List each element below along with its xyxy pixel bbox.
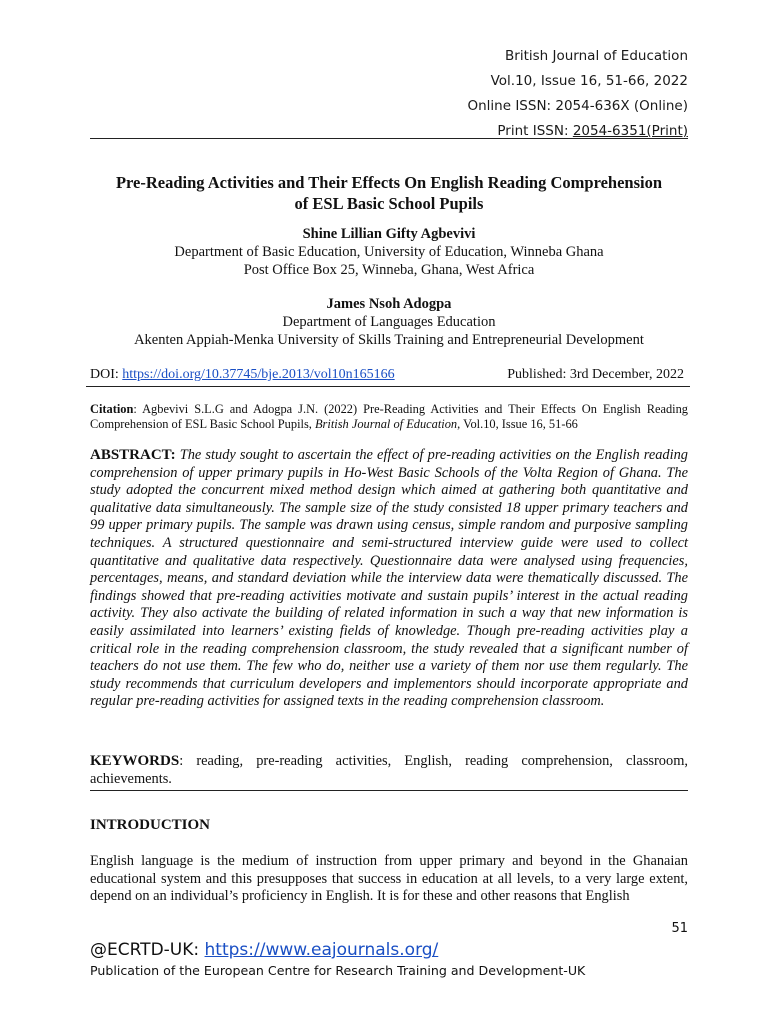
abstract [90, 447, 688, 711]
footer-publication: Publication of the European Centre for Research Training and Development-UK [90, 963, 586, 978]
introduction-paragraph: English language is the medium of instruction from upper primary and beyond in the Ghanaian educational system and this presupposes that success in education at all levels, to a very large extent, depend on an individual’s proficiency in English. It is for these and other reasons that English [90, 853, 688, 904]
author-institution: Akenten Appiah-Menka University of Skills Training and Entrepreneurial Development [134, 332, 644, 348]
doi-label: DOI: [90, 367, 119, 382]
citation [90, 402, 688, 432]
print-issn-value: 2054-6351(Print) [572, 123, 688, 139]
author-name: James Nsoh Adogpa [326, 296, 452, 312]
author-affiliation: Department of Basic Education, University of Education, Winneba Ghana [174, 244, 604, 260]
doi-rule [86, 386, 690, 387]
keywords [90, 752, 688, 788]
abstract-text: The study sought to ascertain the effect of pre-reading activities on the English reading comprehension of upper primary pupils in Ho-West Basic Schools of the Volta Region of Ghana. The study adopted the concurrent mixed method design which aimed at gathering both quantitative and qualitative data simultaneously. The sample size of the study consisted 18 upper primary teachers and 99 upper primary pupils. The sample was drawn using census, simple random and purposive sampling techniques. A structured questionnaire and semi-structured interview guide were used to collect quantitative and qualitative data respectively. Questionnaire data were analysed using frequencies, percentages, means, and standard deviation while the interview data were thematically discussed. The findings showed that pre-reading activities motivate and sustain pupils’ interest in the actual reading activity. They also activate the building of related information in such a way that new information is easily assimilated into learners’ existing fields of knowledge. Though pre-reading activities play a critical role in the reading comprehension classroom, the study revealed that a significant number of teachers do not use them. The few who do, neither use a variety of them nor use them regularly. The study recommends that curriculum developers and implementors should incorporate appropriate and regular pre-reading activities for assigned texts in the reading comprehension classroom. [90, 447, 688, 710]
page-number: 51 [671, 921, 688, 936]
footer-org [90, 940, 438, 960]
citation-volume: , Vol.10, Issue 16, 51-66 [457, 417, 578, 431]
abstract-label: ABSTRACT: [90, 447, 176, 463]
footer-url-link[interactable]: https://www.eajournals.org/ [204, 940, 439, 960]
keywords-text: : reading, pre-reading activities, English, reading comprehension, classroom, achievements. [90, 753, 688, 787]
keywords-label: KEYWORDS [90, 753, 180, 769]
title-line-1: Pre-Reading Activities and Their Effects On English Reading Comprehension [115, 173, 663, 192]
author-block-2 [90, 295, 688, 349]
paper-title [90, 172, 688, 214]
doi-link[interactable]: https://doi.org/10.37745/bje.2013/vol10n165166 [122, 367, 395, 382]
doi-row [90, 366, 688, 384]
author-block-1 [90, 225, 688, 279]
keywords-rule [90, 790, 688, 791]
journal-header [467, 44, 688, 144]
citation-label: Citation [90, 402, 134, 416]
title-line-2: of ESL Basic School Pupils [294, 194, 484, 213]
author-name: Shine Lillian Gifty Agbevivi [302, 226, 476, 242]
author-affiliation: Department of Languages Education [282, 314, 496, 330]
citation-journal: British Journal of Education [314, 417, 458, 431]
section-heading-introduction: INTRODUCTION [90, 817, 211, 833]
print-issn [467, 119, 688, 144]
online-issn: Online ISSN: 2054-636X (Online) [467, 98, 688, 114]
print-issn-label: Print ISSN: [497, 123, 569, 139]
author-address: Post Office Box 25, Winneba, Ghana, West Africa [243, 262, 535, 278]
journal-volume: Vol.10, Issue 16, 51-66, 2022 [490, 73, 688, 89]
footer-org-name: @ECRTD-UK: [90, 940, 205, 960]
published-date: Published: 3rd December, 2022 [507, 367, 684, 382]
header-rule [90, 138, 688, 139]
citation-text: : Agbevivi S.L.G and Adogpa J.N. (2022) Pre-Reading Activities and Their Effects On English Reading Comprehension of ESL Basic School Pupils, [90, 402, 688, 431]
journal-name: British Journal of Education [505, 48, 688, 64]
